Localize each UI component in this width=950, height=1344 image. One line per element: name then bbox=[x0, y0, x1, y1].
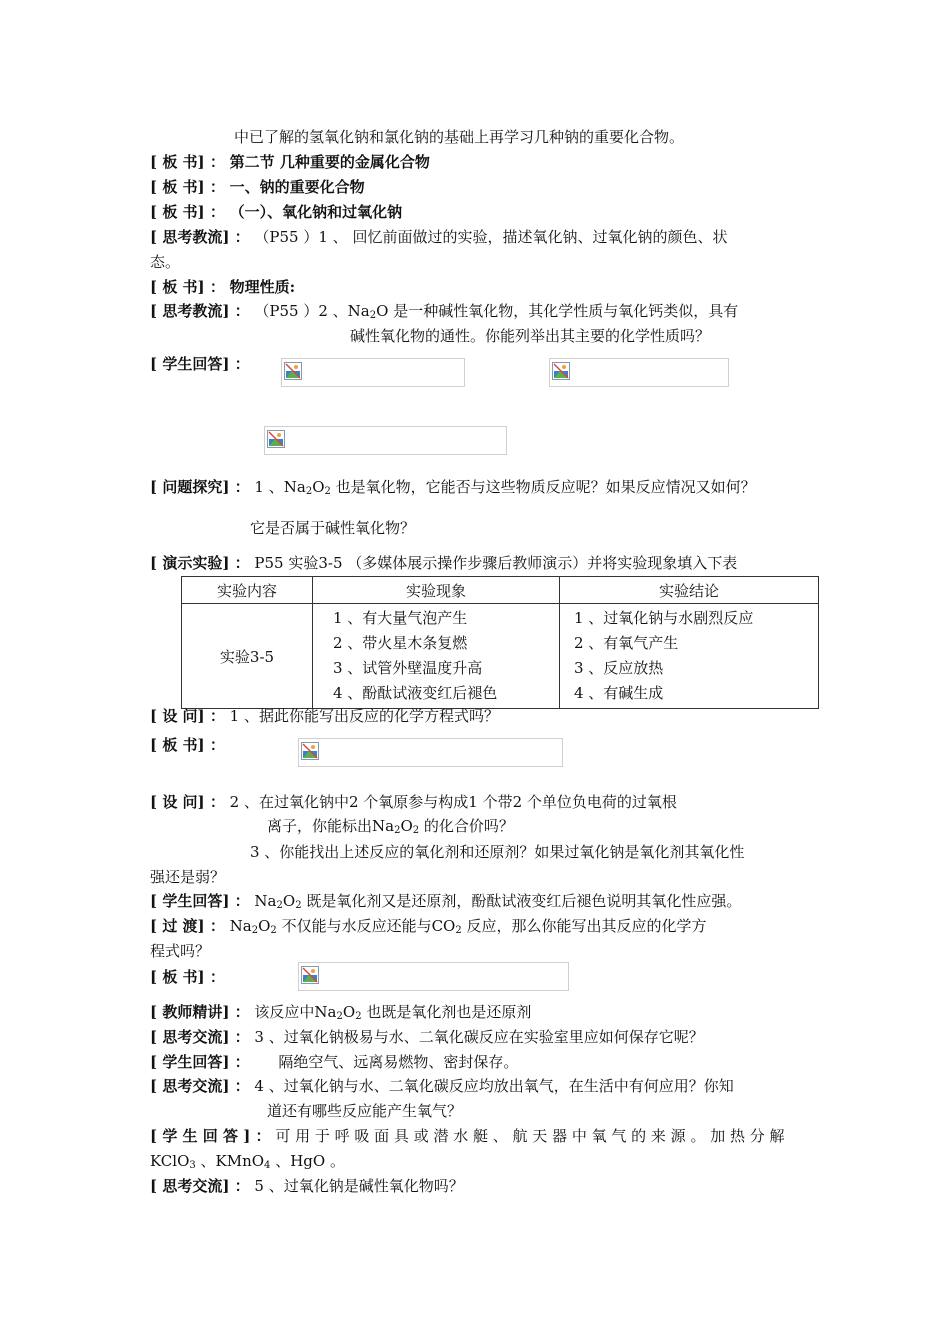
ask-2 bbox=[150, 792, 677, 812]
list-item: 2 、有氧气产生 bbox=[574, 634, 679, 652]
student-answer-3 bbox=[150, 1052, 518, 1072]
think-3 bbox=[150, 1027, 704, 1047]
ask-text: 1 、据此你能写出反应的化学方程式吗？ bbox=[229, 707, 499, 725]
think-1 bbox=[150, 227, 727, 247]
problem-exploration bbox=[150, 477, 756, 497]
subsection-title: 一、钠的重要化合物 bbox=[229, 178, 365, 196]
board-3 bbox=[150, 202, 402, 222]
transition bbox=[150, 916, 707, 936]
think-label: [ 思考教流] ： bbox=[150, 228, 250, 246]
student-label: [ 学 生 回 答 ] ： bbox=[150, 1127, 271, 1145]
board-label: [ 板 书] ： bbox=[150, 178, 225, 196]
table-cell-label: 实验3-5 bbox=[182, 604, 313, 709]
think-label: [ 思考交流] ： bbox=[150, 1028, 250, 1046]
subscript: 2 bbox=[455, 925, 462, 936]
subscript: 2 bbox=[270, 925, 277, 936]
text: 不仅能与水反应还能与CO bbox=[276, 917, 456, 935]
student-label: [ 学生回答] ： bbox=[150, 892, 250, 910]
student-answer-4 bbox=[150, 1126, 785, 1146]
text: 、HgO 。 bbox=[270, 1152, 345, 1170]
ask-2-cont bbox=[267, 816, 514, 836]
list-item: 1 、有大量气泡产生 bbox=[333, 609, 468, 627]
board-label: [ 板 书] ： bbox=[150, 968, 225, 986]
subscript: 2 bbox=[394, 825, 401, 836]
transition-cont: 程式吗？ bbox=[150, 942, 211, 960]
text: 该反应中Na bbox=[254, 1003, 337, 1021]
student-answer-1 bbox=[150, 354, 250, 374]
ask-3-cont: 强还是弱？ bbox=[150, 868, 226, 886]
list-item: 2 、带火星木条复燃 bbox=[333, 634, 468, 652]
ask-label: [ 设 问] ： bbox=[150, 707, 225, 725]
text: KClO bbox=[150, 1152, 190, 1170]
table-header: 实验内容 bbox=[182, 577, 313, 604]
equation-image-placeholder bbox=[281, 358, 465, 387]
demo-text: P55 实验3-5 （多媒体展示操作步骤后教师演示）并将实验现象填入下表 bbox=[254, 554, 738, 572]
subscript: 2 bbox=[276, 900, 283, 911]
equation-image-placeholder bbox=[549, 358, 729, 387]
board-6 bbox=[150, 967, 225, 987]
board-4 bbox=[150, 277, 295, 297]
board-label: [ 板 书] ： bbox=[150, 203, 225, 221]
text: O bbox=[282, 892, 296, 910]
ask-1 bbox=[150, 706, 499, 726]
ask-label: [ 设 问] ： bbox=[150, 793, 225, 811]
ask-3: 3 、你能找出上述反应的氧化剂和还原剂？如果过氧化钠是氧化剂其氧化性 bbox=[250, 843, 745, 861]
table-header-row bbox=[182, 577, 819, 604]
student-text: 可 用 于 呼 吸 面 具 或 潜 水 艇 、 航 天 器 中 氧 气 的 来 源 。 加 热 分 解 bbox=[275, 1127, 785, 1145]
board-label: [ 板 书] ： bbox=[150, 736, 225, 754]
subscript: 2 bbox=[305, 486, 313, 497]
think-1-cont: 态。 bbox=[150, 253, 181, 271]
subscript: 2 bbox=[336, 1011, 343, 1022]
experiment-table bbox=[181, 576, 819, 709]
table-cell-conclusions bbox=[560, 604, 819, 709]
broken-image-icon bbox=[267, 430, 285, 448]
board-2 bbox=[150, 177, 365, 197]
subscript: 2 bbox=[324, 486, 331, 497]
text: O 是一种碱性氧化物，其化学性质与氧化钙类似，具有 bbox=[376, 302, 739, 320]
student-label: [ 学生回答] ： bbox=[150, 1053, 250, 1071]
text: 反应，那么你能写出其反应的化学方 bbox=[461, 917, 707, 935]
text: 既是氧化剂又是还原剂，酚酞试液变红后褪色说明其氧化性应强。 bbox=[301, 892, 742, 910]
table-cell-phenomena bbox=[313, 604, 560, 709]
text: O bbox=[312, 478, 325, 496]
broken-image-icon bbox=[284, 362, 302, 380]
board-5 bbox=[150, 735, 225, 755]
subsection-title: （一）、氧化钠和过氧化钠 bbox=[229, 203, 403, 221]
ask-text: 2 、在过氧化钠中2 个氧原参与构成1 个带2 个单位负电荷的过氧根 bbox=[229, 793, 677, 811]
text: 1 、Na bbox=[254, 478, 306, 496]
subscript: 4 bbox=[264, 1160, 271, 1171]
list-item: 4 、酚酞试液变红后褪色 bbox=[333, 684, 498, 702]
demo-experiment bbox=[150, 553, 737, 573]
think-5 bbox=[150, 1176, 464, 1196]
text: （P55 ）2 、Na bbox=[254, 302, 370, 320]
list-item: 3 、反应放热 bbox=[574, 659, 664, 677]
text: O bbox=[342, 1003, 356, 1021]
text: 、KMnO bbox=[195, 1152, 265, 1170]
teacher-label: [ 教师精讲] ： bbox=[150, 1003, 250, 1021]
list-item: 1 、过氧化钠与水剧烈反应 bbox=[574, 609, 754, 627]
table-header: 实验现象 bbox=[313, 577, 560, 604]
think-text: （P55 ）1 、 回忆前面做过的实验，描述氧化钠、过氧化钠的颜色、状 bbox=[254, 228, 728, 246]
board-label: [ 板 书] ： bbox=[150, 278, 225, 296]
subscript: 3 bbox=[189, 1160, 196, 1171]
problem-cont: 它是否属于碱性氧化物？ bbox=[250, 519, 416, 537]
text: O bbox=[258, 917, 271, 935]
subscript: 2 bbox=[295, 900, 302, 911]
text: 离子，你能标出Na bbox=[267, 817, 395, 835]
subscript: 2 bbox=[355, 1011, 362, 1022]
think-2-cont: 碱性氧化物的通性。你能列举出其主要的化学性质吗？ bbox=[350, 327, 711, 345]
list-item: 4 、有碱生成 bbox=[574, 684, 664, 702]
think-label: [ 思考交流] ： bbox=[150, 1177, 250, 1195]
student-label: [ 学生回答] ： bbox=[150, 355, 250, 373]
text: 也是氧化物，它能否与这些物质反应呢？如果反应情况又如何？ bbox=[330, 478, 756, 496]
section-title: 第二节 几种重要的金属化合物 bbox=[229, 153, 430, 171]
intro-text: 中已了解的氢氧化钠和氯化钠的基础上再学习几种钠的重要化合物。 bbox=[234, 128, 685, 146]
student-answer-4-cont bbox=[150, 1151, 345, 1171]
board-label: [ 板 书] ： bbox=[150, 153, 225, 171]
think-label: [ 思考交流] ： bbox=[150, 1077, 250, 1095]
think-4-cont: 道还有哪些反应能产生氧气？ bbox=[267, 1102, 463, 1120]
student-answer-2 bbox=[150, 891, 741, 911]
think-label: [ 思考教流] ： bbox=[150, 302, 250, 320]
think-4 bbox=[150, 1076, 734, 1096]
demo-label: [ 演示实验] ： bbox=[150, 554, 250, 572]
equation-image-placeholder bbox=[264, 426, 507, 455]
subscript: 2 bbox=[369, 310, 377, 321]
think-text: 5 、过氧化钠是碱性氧化物吗？ bbox=[254, 1177, 464, 1195]
problem-label: [ 问题探究] ： bbox=[150, 478, 250, 496]
transition-label: [ 过 渡] ： bbox=[150, 917, 225, 935]
table-row bbox=[182, 604, 819, 709]
subscript: 2 bbox=[251, 925, 259, 936]
board-1 bbox=[150, 152, 430, 172]
list-item: 3 、试管外壁温度升高 bbox=[333, 659, 483, 677]
text: O bbox=[400, 817, 413, 835]
text: 也既是氧化剂也是还原剂 bbox=[361, 1003, 532, 1021]
broken-image-icon bbox=[301, 966, 319, 984]
subscript: 2 bbox=[412, 825, 420, 836]
text: 的化合价吗？ bbox=[419, 817, 514, 835]
think-text: 4 、过氧化钠与水、二氧化碳反应均放出氧气，在生活中有何应用？你知 bbox=[254, 1077, 734, 1095]
broken-image-icon bbox=[552, 362, 570, 380]
equation-image-placeholder bbox=[298, 962, 569, 991]
board-text: 物理性质: bbox=[229, 278, 296, 296]
broken-image-icon bbox=[301, 742, 319, 760]
think-2 bbox=[150, 301, 738, 321]
teacher-explanation bbox=[150, 1002, 531, 1022]
text: Na bbox=[254, 892, 277, 910]
table-header: 实验结论 bbox=[560, 577, 819, 604]
equation-image-placeholder bbox=[298, 738, 563, 767]
student-text: 隔绝空气、远离易燃物、密封保存。 bbox=[278, 1053, 519, 1071]
text: Na bbox=[229, 917, 252, 935]
think-text: 3 、过氧化钠极易与水、二氧化碳反应在实验室里应如何保存它呢？ bbox=[254, 1028, 704, 1046]
